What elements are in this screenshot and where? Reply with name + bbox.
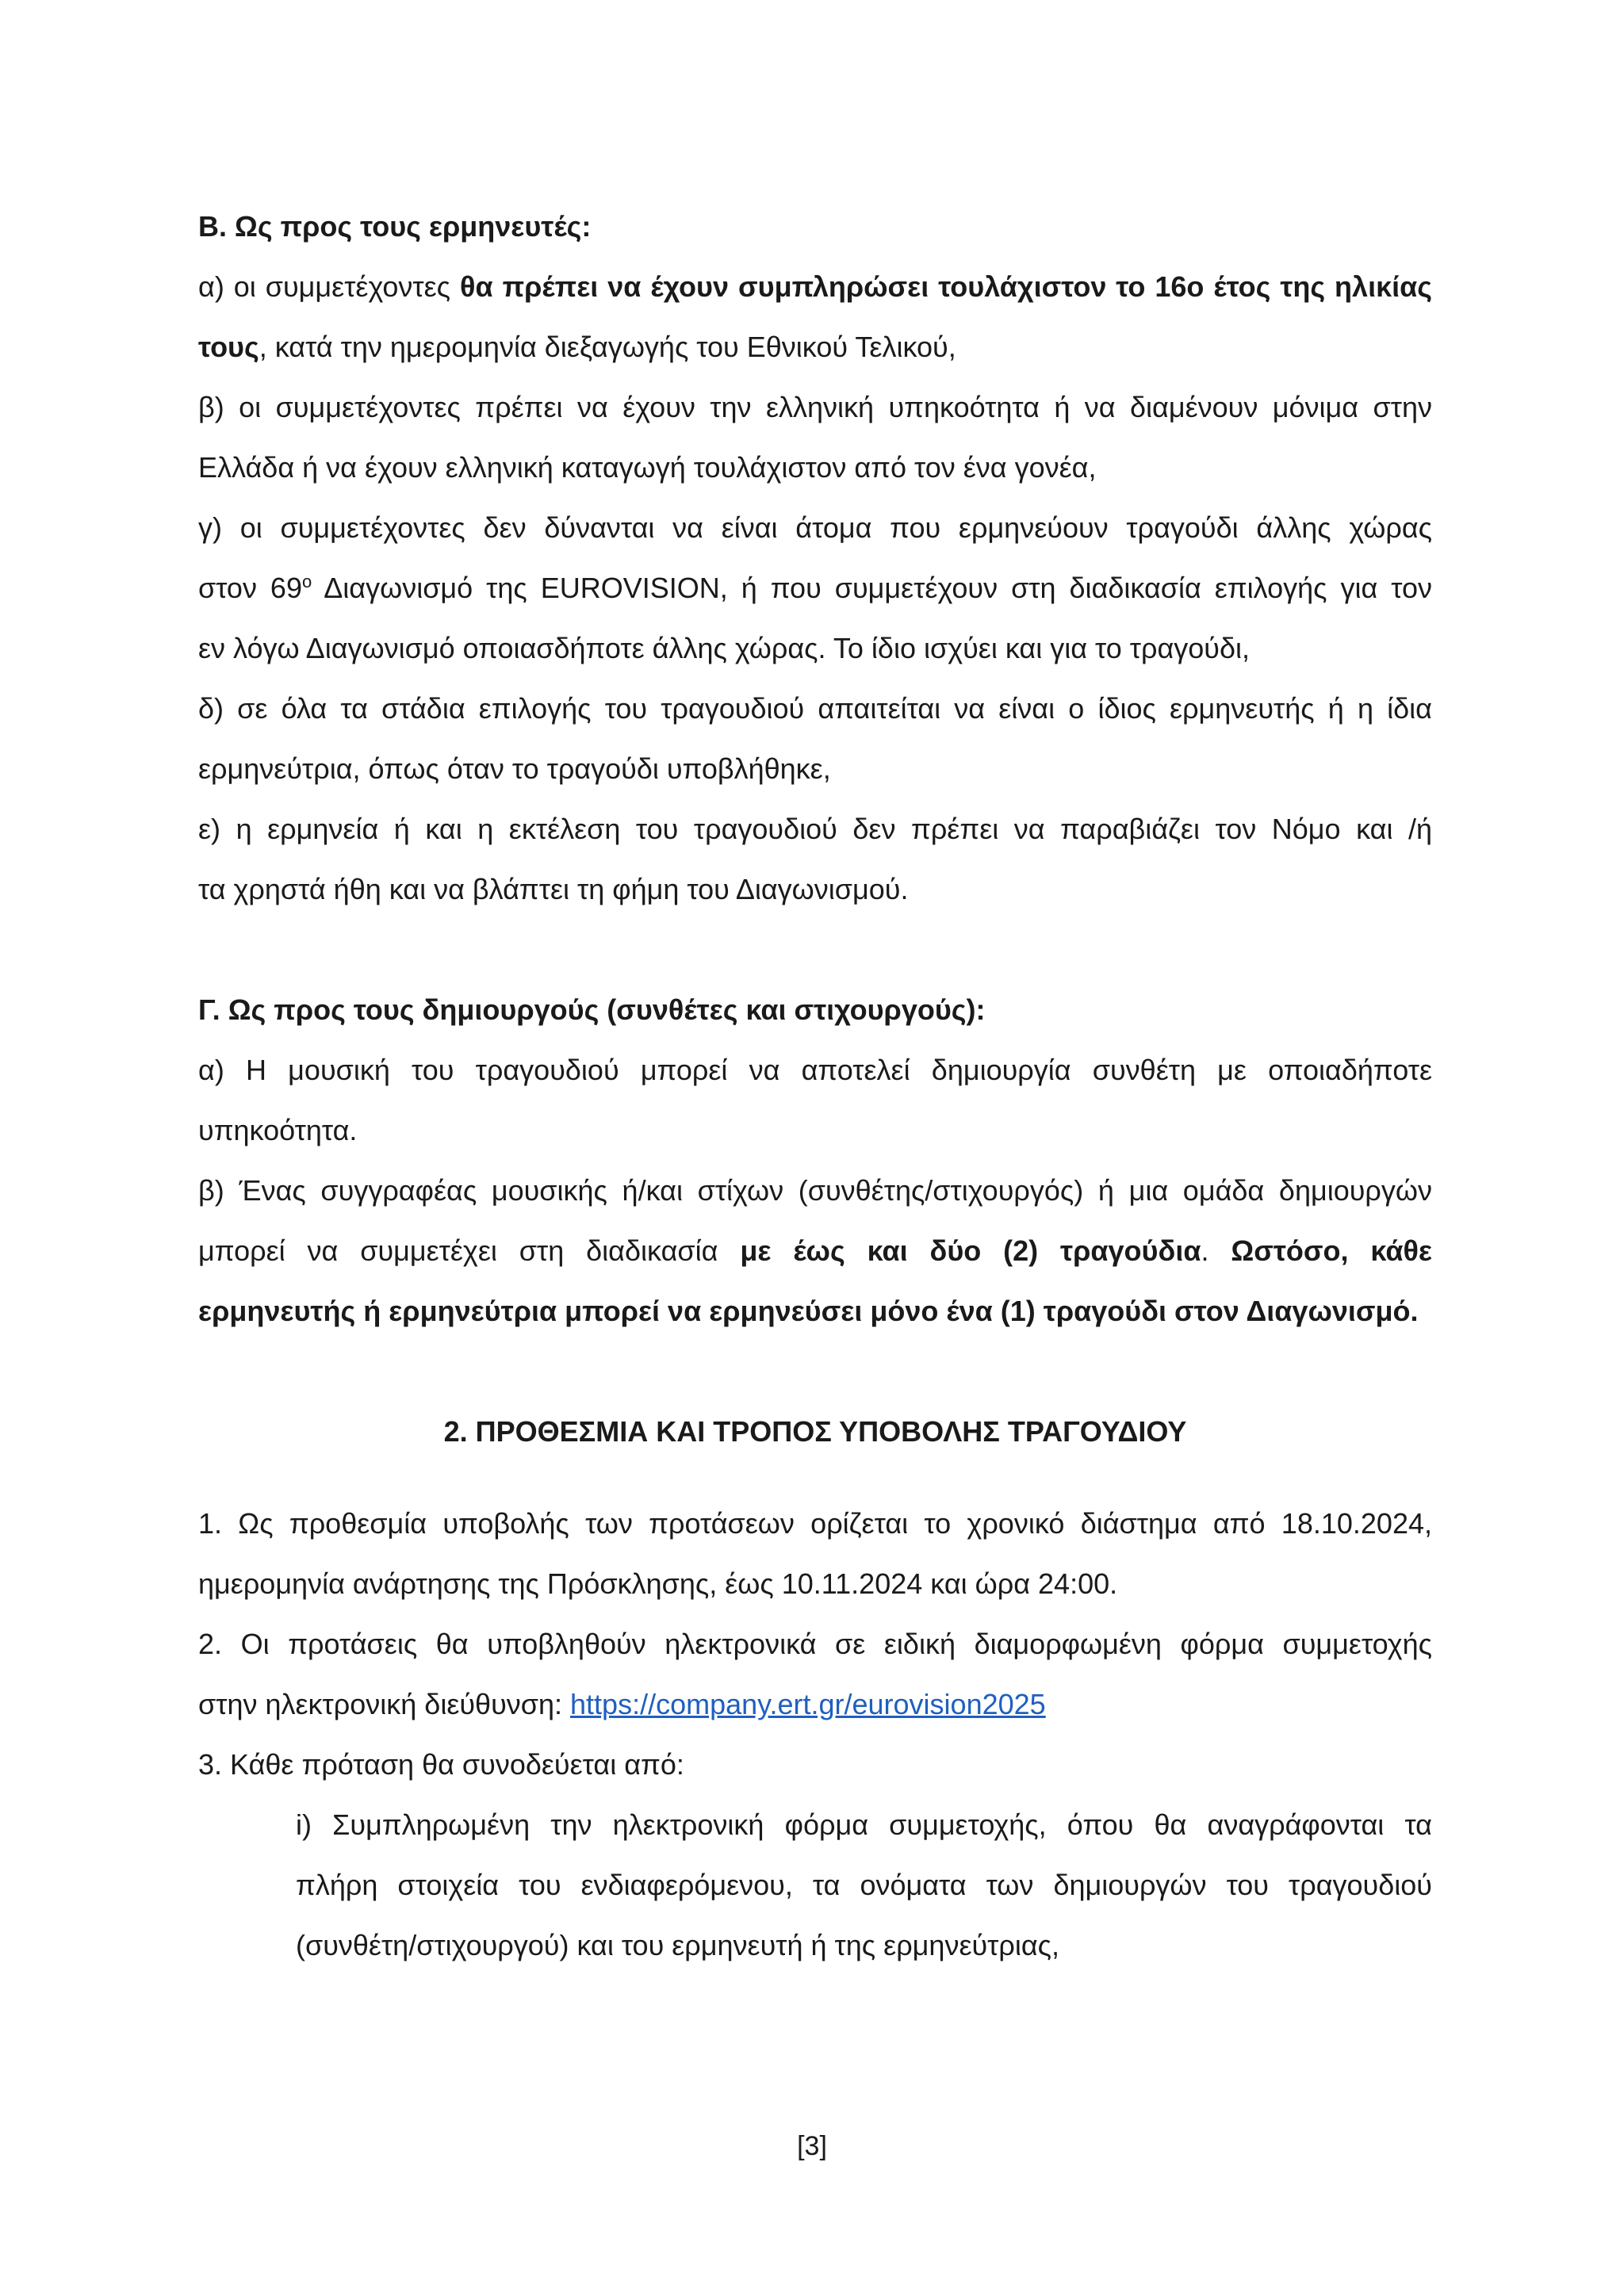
section-2-p2-line1: 2. Οι προτάσεις θα υποβληθούν ηλεκτρονικά σε ειδική διαμορφωμένη φόρμα συμμετοχής [198, 1628, 1432, 1660]
section-c-item-b-line3: ερμηνευτής ή ερμηνεύτρια μπορεί να ερμηνεύσει μόνο ένα (1) τραγούδι στον Διαγωνισμό. [198, 1295, 1419, 1327]
spacer [198, 920, 1432, 980]
spacer [198, 1341, 1432, 1402]
section-2-subitem-i-line1: i) Συμπληρωμένη την ηλεκτρονική φόρμα συμμετοχής, όπου θα αναγράφονται τα [296, 1808, 1432, 1841]
section-c-item-a-line1: α) Η μουσική του τραγουδιού μπορεί να αποτελεί δημιουργία συνθέτη με οποιαδήποτε [198, 1054, 1432, 1086]
section-c-item-b-line2: μπορεί να συμμετέχει στη διαδικασία με έως και δύο (2) τραγούδια. Ωστόσο, κάθε [198, 1234, 1432, 1267]
section-b-item-d-line1: δ) σε όλα τα στάδια επιλογής του τραγουδιού απαιτείται να είναι ο ίδιος ερμηνευτής ή η ίδια [198, 692, 1432, 725]
section-b-item-c-line2: στον $69^o$ Διαγωνισμό της EUROVISION, ή που συμμετέχουν στη διαδικασία επιλογής για τον [198, 572, 1433, 604]
section-2-p2-line2: στην ηλεκτρονική διεύθυνση: https://company.ert.gr/eurovision2025 [198, 1688, 1046, 1720]
section-2-subitem-i [296, 1795, 1432, 1976]
section-b-item-a-line1: α) οι συμμετέχοντες θα πρέπει να έχουν συμπληρώσει τουλάχιστον το 16ο έτος της ηλικίας [198, 270, 1433, 303]
spacer [198, 1462, 1432, 1494]
section-2-subitem-i-line2: πλήρη στοιχεία του ενδιαφερόμενου, τα ονόματα των δημιουργών του τραγουδιού [296, 1869, 1432, 1901]
section-c-item-a-line2: υπηκοότητα. [198, 1114, 358, 1146]
page-number: [3] [797, 2131, 827, 2161]
section-b-item-a-line2: τους, κατά την ημερομηνία διεξαγωγής του Εθνικού Τελικού, [198, 331, 956, 363]
superscript-o: ο [301, 572, 312, 591]
section-b-item-e-line2: τα χρηστά ήθη και να βλάπτει τη φήμη του Διαγωνισμού. [198, 873, 909, 905]
section-b-item-e-line1: ε) η ερμηνεία ή και η εκτέλεση του τραγουδιού δεν πρέπει να παραβιάζει τον Νόμο και /ή [198, 813, 1432, 845]
eurovision-submission-link[interactable]: https://company.ert.gr/eurovision2025 [570, 1688, 1046, 1720]
section-2-p1-line1: 1. Ως προθεσμία υποβολής των προτάσεων ορίζεται το χρονικό διάστημα από 18.10.2024, [198, 1507, 1432, 1540]
section-b-item-b-line1: β) οι συμμετέχοντες πρέπει να έχουν την ελληνική υπηκοότητα ή να διαμένουν μόνιμα στην [198, 391, 1432, 423]
section-2-p1-line2: ημερομηνία ανάρτησης της Πρόσκλησης, έως 10.11.2024 και ώρα 24:00. [198, 1567, 1118, 1600]
page-content [198, 197, 1432, 1976]
section-2-subitem-i-line3: (συνθέτη/στιχουργού) και του ερμηνευτή ή της ερμηνεύτριας, [296, 1929, 1060, 1961]
section-b-heading: Β. Ως προς τους ερμηνευτές: [198, 210, 592, 243]
section-c-heading: Γ. Ως προς τους δημιουργούς (συνθέτες και στιχουργούς): [198, 993, 986, 1026]
section-b-item-c-line1: γ) οι συμμετέχοντες δεν δύνανται να είναι άτομα που ερμηνεύουν τραγούδι άλλης χώρας [198, 511, 1432, 544]
section-b-item-a-bold: θα πρέπει να έχουν συμπληρώσει τουλάχιστον το 16ο έτος της ηλικίας [460, 270, 1433, 303]
section-b-item-c-line3: εν λόγω Διαγωνισμό οποιασδήποτε άλλης χώρας. Το ίδιο ισχύει και για το τραγούδι, [198, 632, 1251, 664]
section-2-heading: 2. ΠΡΟΘΕΣΜΙΑ ΚΑΙ ΤΡΟΠΟΣ ΥΠΟΒΟΛΗΣ ΤΡΑΓΟΥΔΙΟΥ [443, 1415, 1187, 1448]
section-b-item-d-line2: ερμηνεύτρια, όπως όταν το τραγούδι υποβλήθηκε, [198, 752, 831, 785]
section-2-p3: 3. Κάθε πρόταση θα συνοδεύεται από: [198, 1748, 684, 1781]
section-c-item-b-line1: β) Ένας συγγραφέας μουσικής ή/και στίχων (συνθέτης/στιχουργός) ή μια ομάδα δημιουργών [198, 1174, 1432, 1207]
section-b-item-b-line2: Ελλάδα ή να έχουν ελληνική καταγωγή τουλάχιστον από τον ένα γονέα, [198, 451, 1097, 484]
